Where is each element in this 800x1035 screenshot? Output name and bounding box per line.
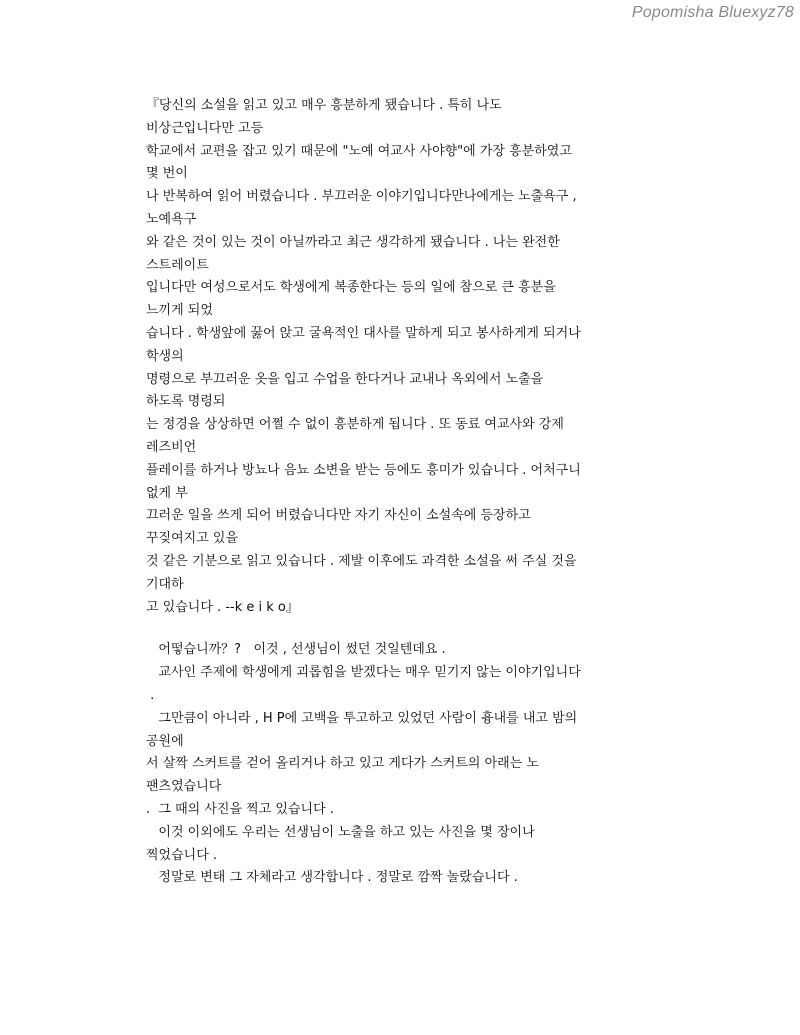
letter-line: 입니다만 여성으로서도 학생에게 복종한다는 등의 일에 참으로 큰 흥분을: [146, 280, 556, 296]
letter-line: 명령으로 부끄러운 옷을 입고 수업을 한다거나 교내나 옥외에서 노출을: [146, 371, 544, 387]
narration-line: 서 살짝 스커트를 걷어 올리거나 하고 있고 게다가 스커트의 아래는 노: [146, 756, 539, 772]
reader-letter: [146, 95, 666, 619]
letter-line: 습니다 . 학생앞에 꿇어 앉고 굴욕적인 대사를 말하게 되고 봉사하게게 되거나: [146, 325, 581, 341]
narration-line: .: [146, 687, 155, 703]
paragraph-gap: [146, 619, 666, 639]
narration-line: . 그 때의 사진을 찍고 있습니다 .: [146, 801, 334, 817]
letter-line: 나 반복하여 읽어 버렸습니다 . 부끄러운 이야기입니다만나에게는 노출욕구 ,: [146, 189, 577, 205]
narration-line: 어떻습니까？? 이것 , 선생님이 썼던 것일텐데요 .: [146, 642, 446, 658]
letter-line: 플레이를 하거나 방뇨나 음뇨 소변을 받는 등에도 흥미가 있습니다 . 어처구니: [146, 462, 581, 478]
narration-line: 정말로 변태 그 자체라고 생각합니다 . 정말로 깜짝 놀랐습니다 .: [146, 870, 518, 886]
letter-line: 느끼게 되었: [146, 303, 213, 319]
letter-line: 몇 번이: [146, 166, 188, 182]
narration: [146, 639, 666, 890]
letter-line: 는 정경을 상상하면 어쩔 수 없이 흥분하게 됩니다 . 또 동료 여교사와 강제: [146, 417, 564, 433]
narration-line: 교사인 주제에 학생에게 괴롭힘을 받겠다는 매우 믿기지 않는 이야기입니다: [146, 665, 581, 681]
letter-line: 『당신의 소설을 읽고 있고 매우 흥분하게 됐습니다 . 특히 나도: [146, 98, 502, 113]
letter-line: 것 같은 기분으로 읽고 있습니다 . 제발 이후에도 과격한 소설을 써 주실 것을: [146, 553, 577, 569]
narration-line: 공원에: [146, 733, 184, 749]
narration-line: 이것 이외에도 우리는 선생님이 노출을 하고 있는 사진을 몇 장이나: [146, 824, 535, 840]
letter-line: 꾸짖여지고 있을: [146, 531, 239, 547]
letter-line: 고 있습니다 . --k e i k o』: [146, 599, 299, 615]
letter-line: 기대하: [146, 576, 184, 592]
letter-line: 노예욕구: [146, 211, 197, 227]
narration-line: 팬츠였습니다: [146, 779, 222, 795]
document-body: [146, 95, 666, 890]
narration-line: 찍었습니다 .: [146, 847, 218, 863]
letter-line: 레즈비언: [146, 439, 197, 455]
narration-line: 그만큼이 아니라 , H P에 고백을 투고하고 있었던 사람이 흉내를 내고 밤의: [146, 710, 578, 726]
letter-line: 학생의: [146, 348, 184, 364]
letter-line: 없게 부: [146, 485, 188, 501]
letter-line: 학교에서 교편을 잡고 있기 때문에 "노예 여교사 사야향"에 가장 흥분하였고: [146, 143, 572, 159]
letter-line: 비상근입니다만 고등: [146, 120, 264, 136]
letter-line: 스트레이트: [146, 257, 209, 273]
letter-line: 끄러운 일을 쓰게 되어 버렸습니다만 자기 자신이 소설속에 등장하고: [146, 508, 531, 524]
letter-line: 하도록 명령되: [146, 394, 226, 410]
watermark-text: Popomisha Bluexyz78: [631, 4, 794, 21]
letter-line: 와 같은 것이 있는 것이 아닐까라고 최근 생각하게 됐습니다 . 나는 완전한: [146, 234, 560, 250]
